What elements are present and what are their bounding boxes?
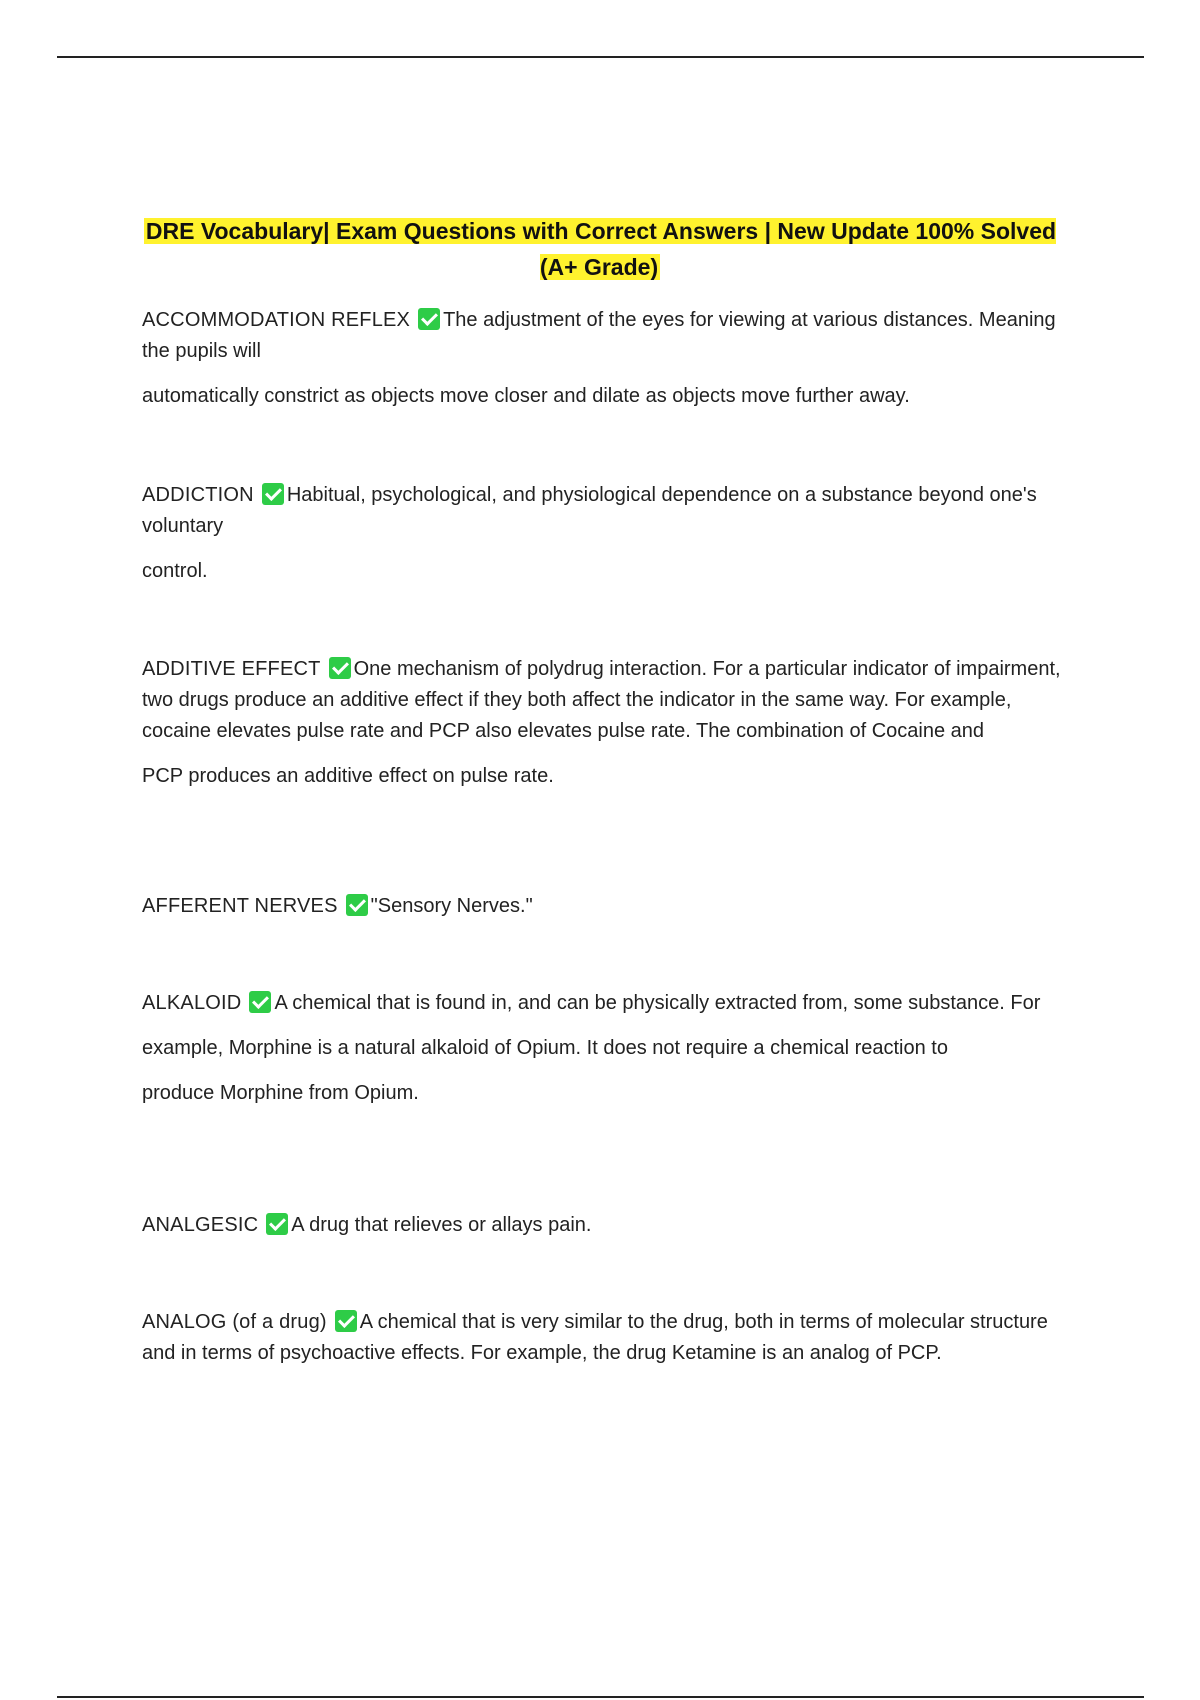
entry-first-paragraph	[142, 305, 1062, 367]
vocab-entry-additive-effect	[142, 654, 1062, 792]
vocab-entry-accommodation-reflex	[142, 305, 1062, 412]
entry-definition: A chemical that is found in, and can be physically extracted from, some substance. For	[274, 992, 1041, 1014]
entry-definition: One mechanism of polydrug interaction. For a particular indicator of impairment, two drugs produce an additive effect if they both affect the indicator in the same way. For example, cocaine elevates pulse rate and PCP also elevates pulse rate. The combination of Cocaine and	[142, 658, 1061, 742]
entry-definition: A drug that relieves or allays pain.	[291, 1214, 592, 1236]
entry-term: ADDICTION	[142, 484, 254, 506]
entry-continuation: automatically constrict as objects move closer and dilate as objects move further away.	[142, 385, 910, 407]
check-mark-icon	[262, 483, 284, 505]
vocab-entry-alkaloid	[142, 988, 1062, 1109]
entry-first-paragraph	[142, 1210, 1062, 1241]
check-mark-icon	[249, 991, 271, 1013]
entry-first-paragraph	[142, 988, 1062, 1019]
document-title	[142, 213, 1058, 285]
header-rule	[57, 56, 1144, 58]
check-mark-icon	[418, 308, 440, 330]
entry-continuation: produce Morphine from Opium.	[142, 1082, 419, 1104]
vocab-entry-addiction	[142, 480, 1062, 587]
entry-term: ANALGESIC	[142, 1214, 259, 1236]
entry-continuation: PCP produces an additive effect on pulse rate.	[142, 765, 554, 787]
entry-continuation: control.	[142, 560, 208, 582]
entry-term: ANALOG (of a drug)	[142, 1311, 327, 1333]
entry-first-paragraph	[142, 1307, 1062, 1369]
entry-first-paragraph	[142, 891, 1062, 922]
entry-term: ADDITIVE EFFECT	[142, 658, 321, 680]
entry-definition: The adjustment of the eyes for viewing at various distances. Meaning the pupils will	[142, 309, 1056, 362]
entry-definition: A chemical that is very similar to the drug, both in terms of molecular structure and in terms of psychoactive effects. For example, the drug Ketamine is an analog of PCP.	[142, 1311, 1048, 1364]
entry-definition: "Sensory Nerves."	[370, 895, 533, 917]
vocab-entry-analgesic	[142, 1210, 1062, 1241]
entry-term: ALKALOID	[142, 992, 242, 1014]
vocab-entry-analog	[142, 1307, 1062, 1369]
check-mark-icon	[329, 657, 351, 679]
entry-definition: Habitual, psychological, and physiological dependence on a substance beyond one's voluntary	[142, 484, 1037, 537]
entry-first-paragraph	[142, 654, 1062, 747]
check-mark-icon	[335, 1310, 357, 1332]
entry-first-paragraph	[142, 480, 1062, 542]
entry-continuation: example, Morphine is a natural alkaloid of Opium. It does not require a chemical reaction to	[142, 1037, 948, 1059]
check-mark-icon	[346, 894, 368, 916]
entry-term: ACCOMMODATION REFLEX	[142, 309, 411, 331]
vocab-entry-afferent-nerves	[142, 891, 1062, 922]
entry-term: AFFERENT NERVES	[142, 895, 338, 917]
check-mark-icon	[266, 1213, 288, 1235]
footer-rule	[57, 1696, 1144, 1698]
document-title-text: DRE Vocabulary| Exam Questions with Correct Answers | New Update 100% Solved (A+ Grade)	[145, 218, 1057, 280]
